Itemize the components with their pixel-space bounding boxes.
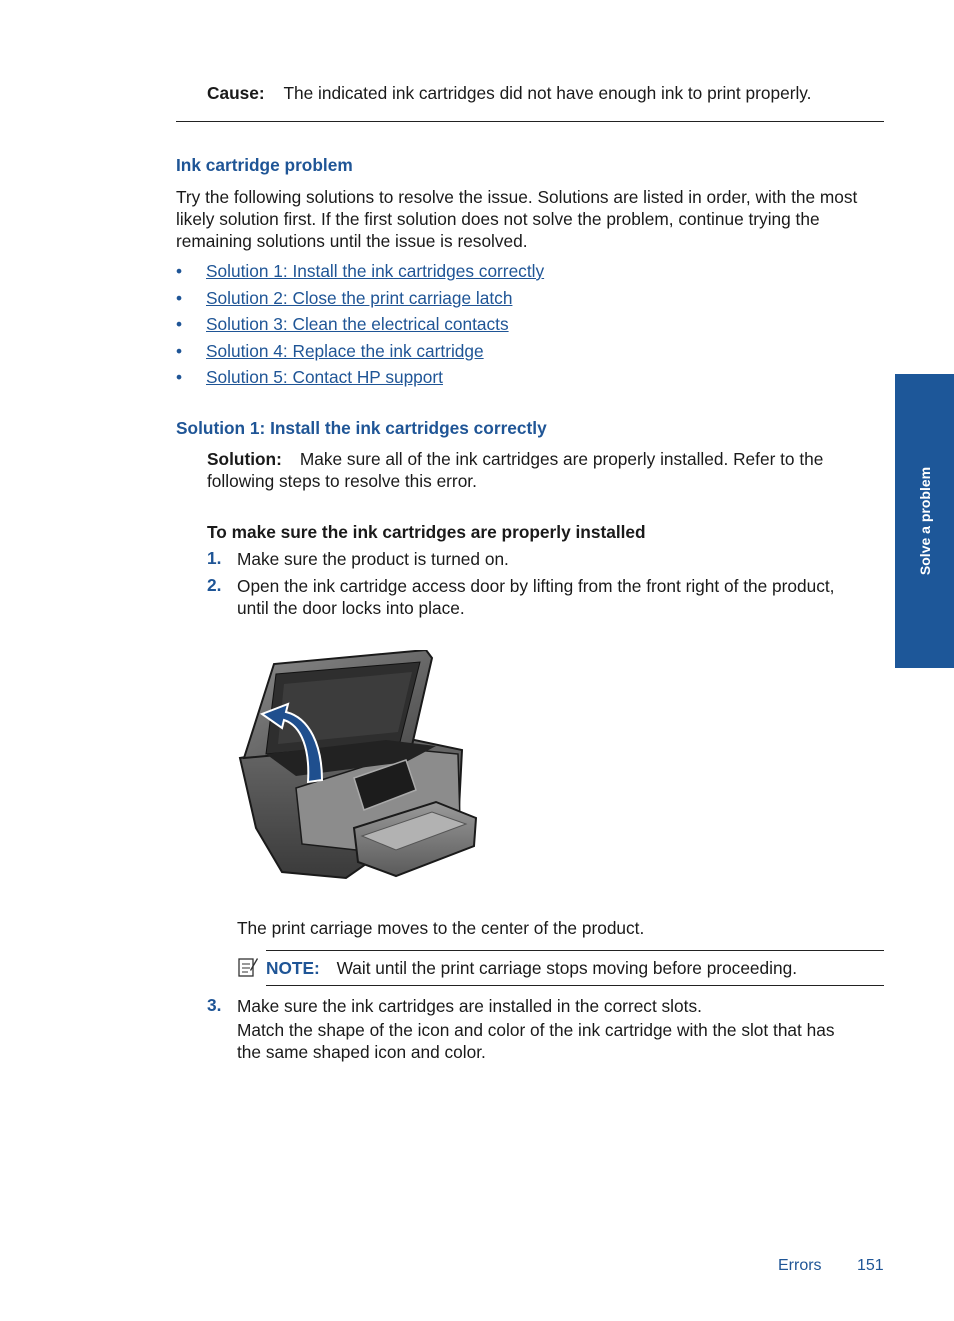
solution-2-link[interactable]: Solution 2: Close the print carriage latch xyxy=(206,287,513,308)
list-item xyxy=(176,313,544,340)
cause-text: The indicated ink cartridges did not have enough ink to print properly. xyxy=(283,83,812,103)
note-label: NOTE: xyxy=(266,958,320,978)
solution-text: Make sure all of the ink cartridges are properly installed. Refer to the xyxy=(299,449,824,469)
bullet: • xyxy=(176,261,183,281)
step-number: 3. xyxy=(207,995,222,1015)
section-heading: Ink cartridge problem xyxy=(176,155,353,175)
solution-3-link[interactable]: Solution 3: Clean the electrical contacts xyxy=(206,314,509,334)
solution-1-heading: Solution 1: Install the ink cartridges correctly xyxy=(176,418,547,438)
intro-line: Try the following solutions to resolve the issue. Solutions are listed in order, with the most xyxy=(176,187,858,207)
step-text xyxy=(237,575,887,619)
intro-line: likely solution first. If the first solution does not solve the problem, continue trying the xyxy=(176,209,820,229)
step-line: the same shaped icon and color. xyxy=(237,1042,486,1062)
cause-line xyxy=(207,82,811,104)
after-image-text: The print carriage moves to the center of the product. xyxy=(237,918,645,938)
step-line: Make sure the ink cartridges are installed in the correct slots. xyxy=(237,996,702,1016)
intro-paragraph xyxy=(176,186,896,252)
divider xyxy=(176,121,884,122)
step-line: Open the ink cartridge access door by lifting from the front right of the product, xyxy=(237,576,835,596)
printer-illustration xyxy=(236,650,478,884)
footer-section: Errors xyxy=(778,1257,822,1274)
step-number: 1. xyxy=(207,548,222,568)
note-line xyxy=(266,957,797,979)
step-text xyxy=(237,995,887,1063)
step-text: Make sure the product is turned on. xyxy=(237,549,509,569)
intro-line: remaining solutions until the issue is resolved. xyxy=(176,231,528,251)
bullet: • xyxy=(176,287,183,308)
list-item xyxy=(176,287,544,314)
bullet: • xyxy=(176,314,183,334)
list-item xyxy=(176,366,544,393)
solution-line: following steps to resolve this error. xyxy=(207,471,477,491)
step-number: 2. xyxy=(207,575,222,595)
solution-paragraph xyxy=(207,448,887,492)
solution-label: Solution: xyxy=(207,449,282,469)
page-number: 151 xyxy=(857,1257,884,1274)
step-line: Match the shape of the icon and color of the ink cartridge with the slot that has xyxy=(237,1020,835,1040)
solution-1-link[interactable]: Solution 1: Install the ink cartridges correctly xyxy=(206,261,545,281)
list-item xyxy=(176,260,544,287)
note-top-rule xyxy=(266,950,884,951)
note-pencil-icon xyxy=(238,956,258,978)
solution-5-link[interactable]: Solution 5: Contact HP support xyxy=(206,367,443,387)
bullet: • xyxy=(176,340,183,361)
note-text: Wait until the print carriage stops moving before proceeding. xyxy=(336,958,798,978)
bullet: • xyxy=(176,367,183,387)
solution-line xyxy=(207,448,887,470)
step-line: until the door locks into place. xyxy=(237,598,465,618)
list-item xyxy=(176,340,544,367)
procedure-heading: To make sure the ink cartridges are properly installed xyxy=(207,522,646,542)
solution-4-link[interactable]: Solution 4: Replace the ink cartridge xyxy=(206,340,484,361)
solutions-list xyxy=(176,260,544,393)
cause-label: Cause: xyxy=(207,83,265,103)
side-tab xyxy=(895,374,954,668)
note-bottom-rule xyxy=(266,985,884,986)
side-tab-label: Solve a problem xyxy=(916,466,933,576)
